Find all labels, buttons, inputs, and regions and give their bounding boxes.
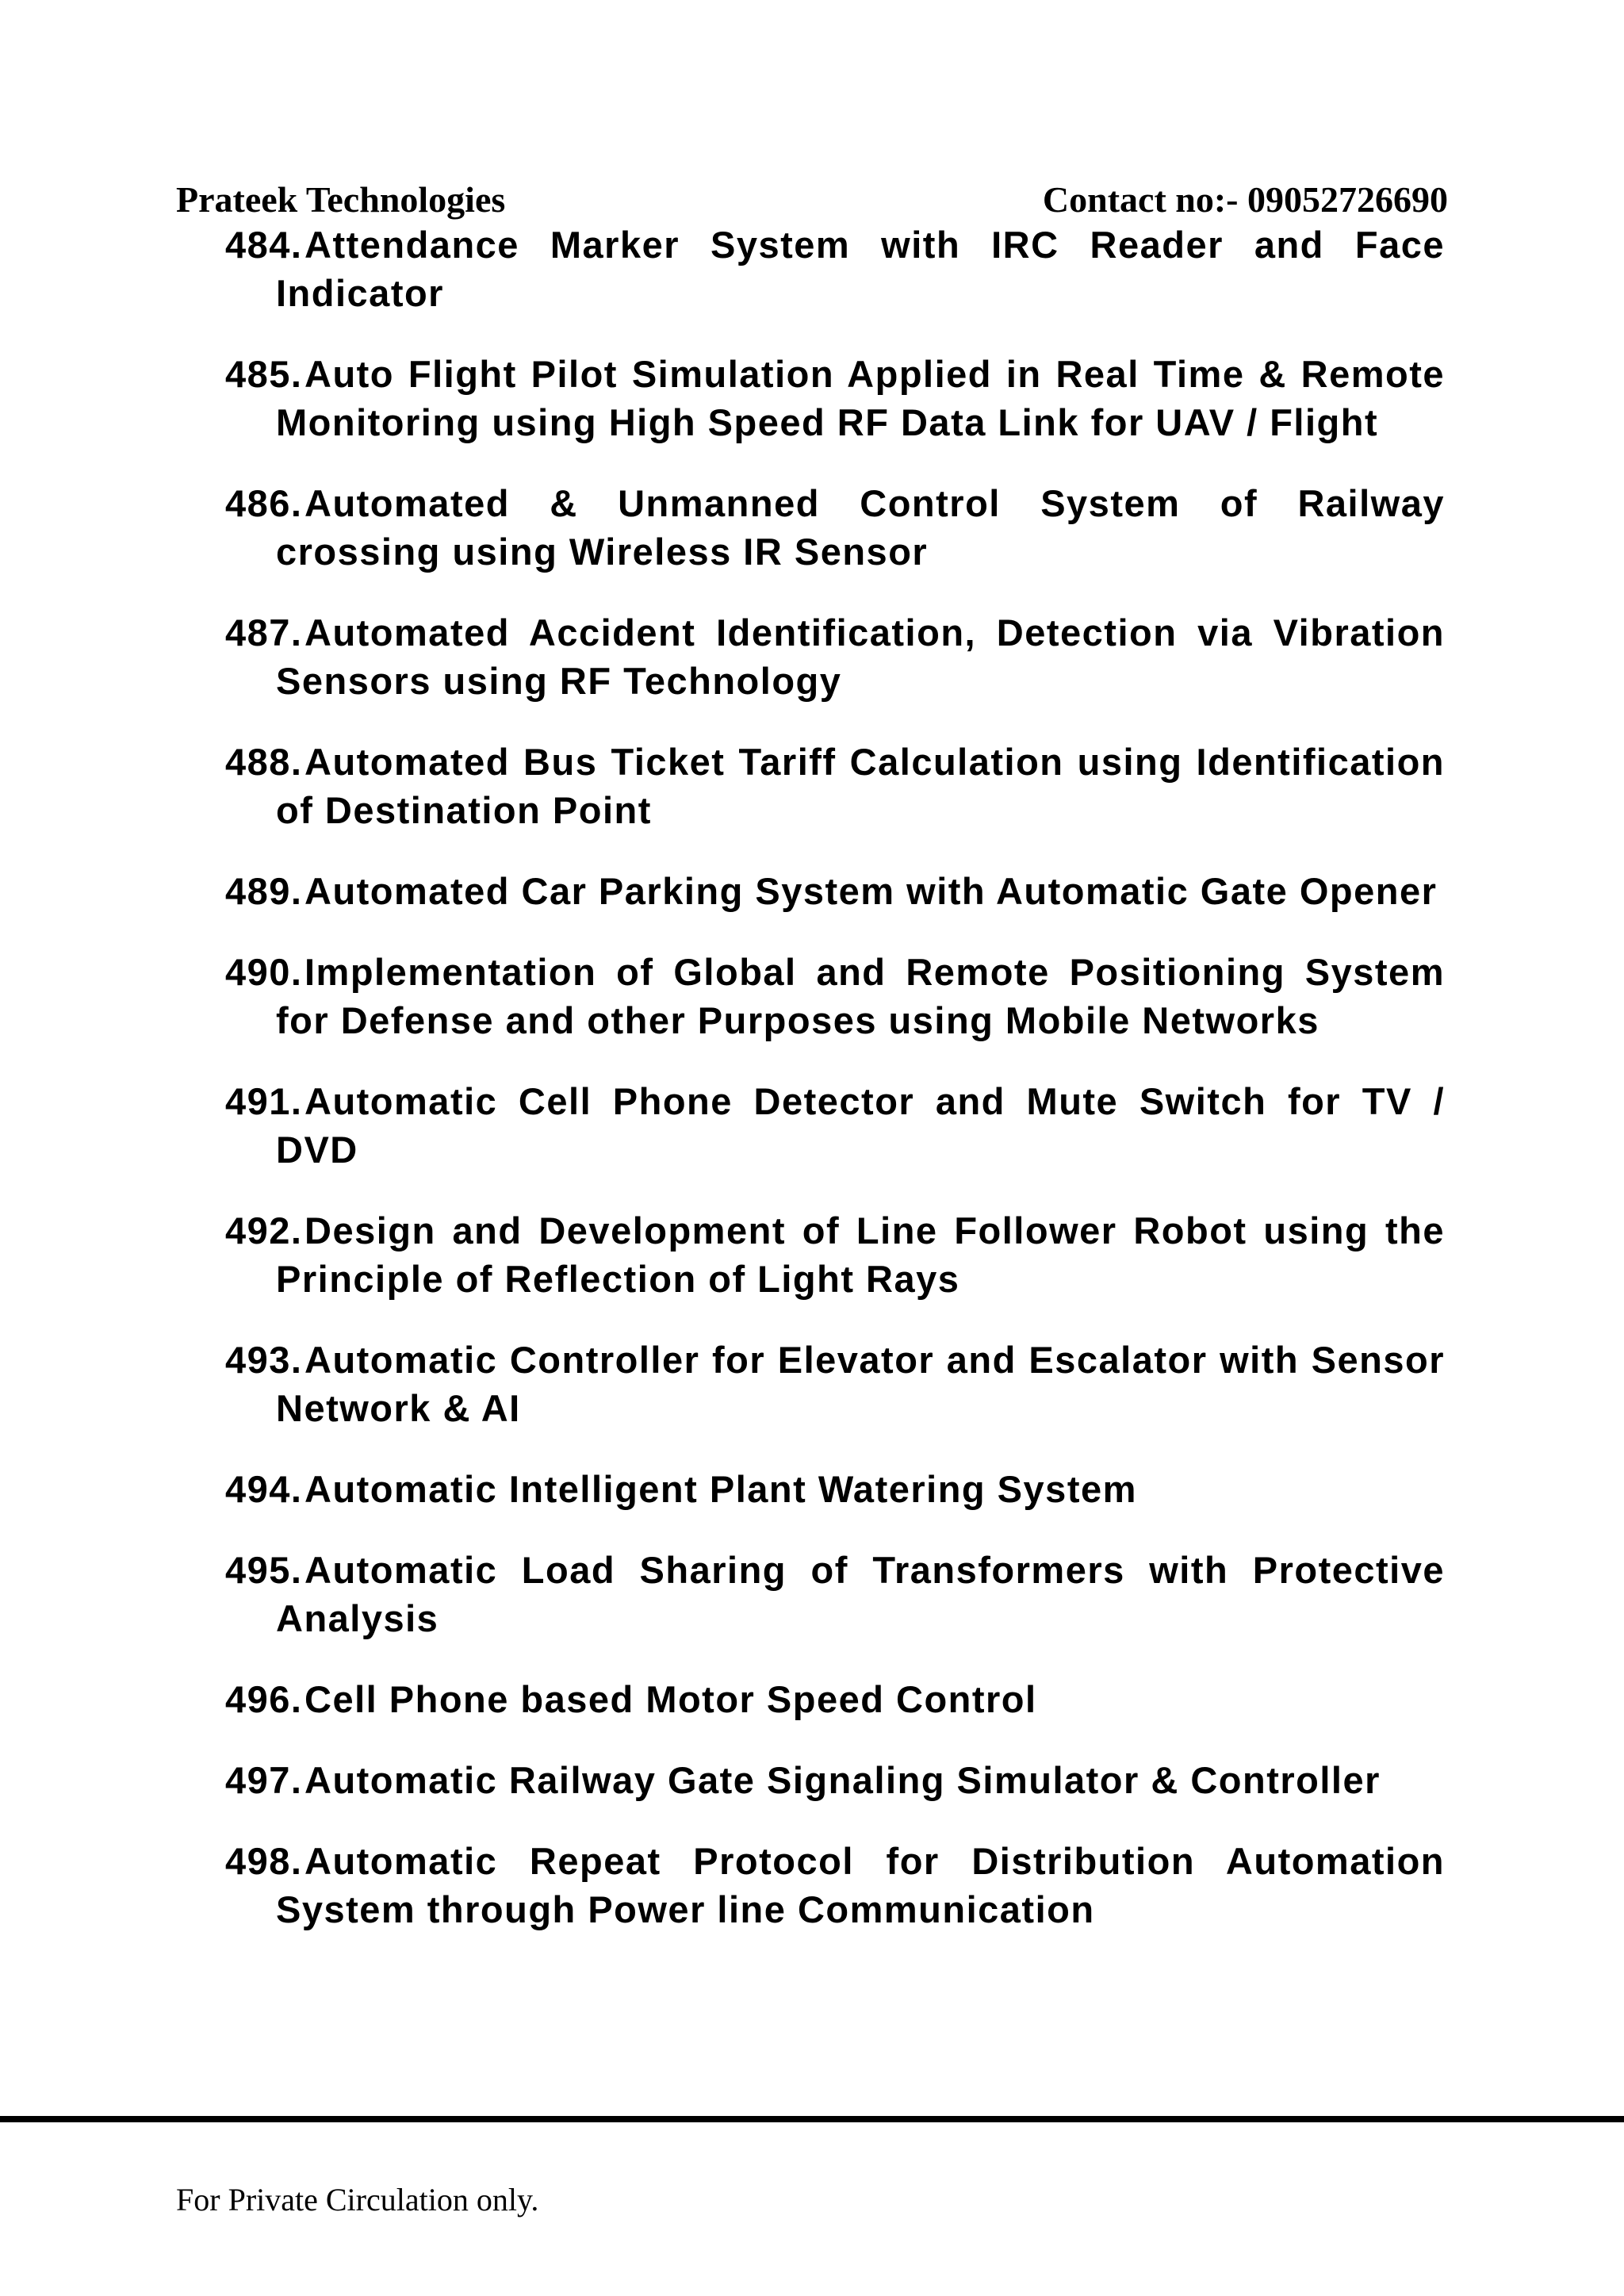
list-item — [225, 1077, 1445, 1174]
page-header — [176, 176, 1448, 224]
item-text: Automated Accident Identification, Detection via Vibration Sensors using RF Technology — [276, 611, 1445, 702]
item-number: 489. — [225, 870, 303, 912]
item-text: Automatic Railway Gate Signaling Simulator & Controller — [304, 1759, 1381, 1801]
list-item — [225, 1465, 1445, 1513]
item-text: Automated & Unmanned Control System of Railway crossing using Wireless IR Sensor — [276, 482, 1445, 573]
item-number: 491. — [225, 1080, 303, 1122]
list-item — [225, 738, 1445, 834]
list-item — [225, 1546, 1445, 1642]
list-item — [225, 1206, 1445, 1303]
contact-number: Contact no:- 09052726690 — [1042, 179, 1448, 220]
item-number: 484. — [225, 224, 303, 266]
item-text: Automatic Load Sharing of Transformers with Protective Analysis — [276, 1549, 1445, 1639]
item-text: Automatic Repeat Protocol for Distribution Automation System through Power line Communication — [276, 1840, 1445, 1930]
item-number: 487. — [225, 611, 303, 654]
item-number: 485. — [225, 353, 303, 395]
item-number: 494. — [225, 1468, 303, 1510]
item-number: 495. — [225, 1549, 303, 1591]
list-item — [225, 1837, 1445, 1934]
item-number: 486. — [225, 482, 303, 524]
item-text: Attendance Marker System with IRC Reader and Face Indicator — [276, 224, 1445, 314]
item-number: 490. — [225, 951, 303, 993]
list-item — [225, 948, 1445, 1045]
item-text: Automated Bus Ticket Tariff Calculation using Identification of Destination Point — [276, 741, 1445, 831]
item-number: 496. — [225, 1678, 303, 1720]
list-item — [225, 479, 1445, 576]
item-text: Design and Development of Line Follower Robot using the Principle of Reflection of Light Rays — [276, 1209, 1445, 1300]
item-text: Implementation of Global and Remote Positioning System for Defense and other Purposes using Mobile Networks — [276, 951, 1445, 1041]
item-number: 492. — [225, 1209, 303, 1251]
item-text: Cell Phone based Motor Speed Control — [304, 1678, 1037, 1720]
item-text: Auto Flight Pilot Simulation Applied in Real Time & Remote Monitoring using High Speed RF Data Link for UAV / Flight — [276, 353, 1445, 443]
footer-divider — [0, 2116, 1624, 2122]
item-text: Automatic Cell Phone Detector and Mute Switch for TV / DVD — [276, 1080, 1445, 1171]
item-number: 488. — [225, 741, 303, 783]
list-item — [225, 220, 1445, 317]
list-item — [225, 867, 1445, 915]
project-list — [225, 220, 1445, 1966]
list-item — [225, 608, 1445, 705]
item-text: Automatic Controller for Elevator and Escalator with Sensor Network & AI — [276, 1339, 1445, 1429]
item-number: 493. — [225, 1339, 303, 1381]
item-number: 497. — [225, 1759, 303, 1801]
list-item — [225, 350, 1445, 447]
list-item — [225, 1675, 1445, 1723]
item-text: Automatic Intelligent Plant Watering System — [304, 1468, 1137, 1510]
page-footer: For Private Circulation only. — [176, 2182, 539, 2217]
list-item — [225, 1336, 1445, 1432]
company-name: Prateek Technologies — [176, 179, 506, 220]
item-text: Automated Car Parking System with Automatic Gate Opener — [304, 870, 1438, 912]
item-number: 498. — [225, 1840, 303, 1882]
list-item — [225, 1756, 1445, 1804]
